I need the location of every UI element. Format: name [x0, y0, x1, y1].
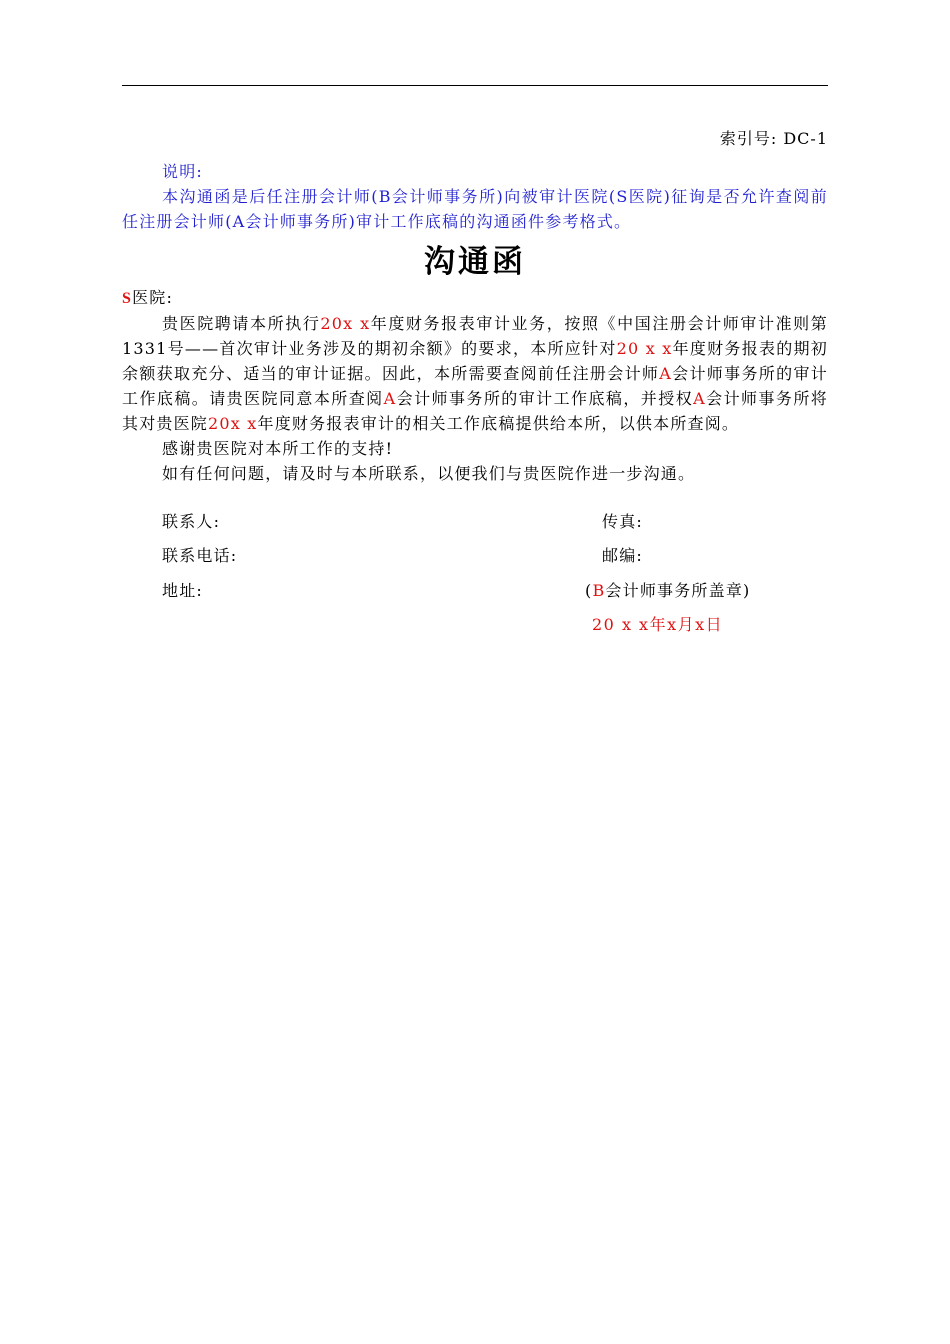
year-placeholder: 20 x x [616, 339, 673, 358]
phone-label: 联系电话: [162, 546, 238, 565]
header-rule [122, 85, 828, 86]
firm-placeholder: A [693, 389, 706, 408]
letter-body [122, 285, 828, 486]
postcode-label: 邮编: [602, 546, 643, 565]
year-placeholder: 20x x [208, 414, 258, 433]
letter-date: 20 x x年x月x日 [592, 615, 724, 634]
para-text: 会计师事务所的审计工作底稿。请贵医院同意本所查阅 [122, 364, 828, 408]
para-text: 年度财务报表审计业务，按照《中国注册会计师审计准则第1331号——首次审计业务涉及的期初余额》的要求，本所应针对 [122, 314, 828, 358]
firm-placeholder: A [659, 364, 673, 383]
salutation-text: 医院: [132, 288, 174, 307]
firm-placeholder: A [383, 389, 397, 408]
para-text: 年度财务报表的期初余额获取充分、适当的审计证据。因此，本所需要查阅前任注册会计师 [122, 339, 828, 383]
contact-person-label: 联系人: [162, 512, 221, 531]
salutation [122, 285, 828, 311]
thanks-line: 感谢贵医院对本所工作的支持! [162, 439, 394, 458]
contact-note: 如有任何问题，请及时与本所联系，以便我们与贵医院作进一步沟通。 [162, 464, 696, 483]
index-number: 索引号: DC-1 [719, 129, 828, 148]
salutation-hospital-letter: S [122, 290, 133, 307]
fax-label: 传真: [602, 512, 643, 531]
note-label: 说明: [162, 162, 203, 181]
firm-seal-line [585, 578, 750, 601]
seal-text: 会计师事务所盖章) [605, 581, 751, 600]
note-text: 本沟通函是后任注册会计师(B会计师事务所)向被审计医院(S医院)征询是否允许查阅前任注册会计师(A会计师事务所)审计工作底稿的沟通函件参考格式。 [122, 187, 828, 231]
para-text: 会计师事务所的审计工作底稿，并授权 [396, 389, 694, 408]
letter-title: 沟通函 [424, 244, 526, 280]
para-text: 贵医院聘请本所执行 [162, 314, 321, 333]
main-paragraph [122, 311, 828, 436]
seal-paren: ( [585, 581, 593, 600]
instruction-note [122, 159, 828, 234]
year-placeholder: 20x x [320, 314, 371, 333]
firm-placeholder: B [592, 581, 606, 600]
para-text: 会计师事务所将其对贵医院 [122, 389, 828, 433]
address-label: 地址: [162, 581, 203, 600]
para-text: 年度财务报表审计的相关工作底稿提供给本所，以供本所查阅。 [257, 414, 740, 433]
